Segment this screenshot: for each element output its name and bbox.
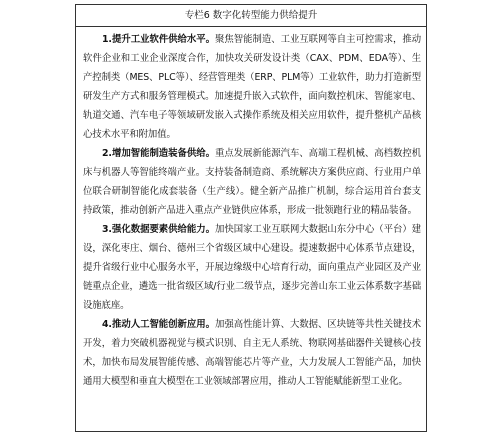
section-3-paragraph [83, 220, 421, 315]
section-1-lead: 1.提升工业软件供给水平。 [102, 34, 216, 45]
feature-box [75, 4, 427, 432]
section-2-body: 重点发展新能源汽车、高端工程机械、高档数控机床与机器人等智能终端产业。支持装备制造商、系统解决方案供应商、行业用户单位联合研制智能化成套装备（生产线）。健全新产品推广机制，综合运用首台套支持政策，推动创新产品进入重点产业链供应体系，形成一批领跑行业的精品装备。 [83, 148, 421, 216]
section-4-body: 加强高性能计算、大数据、区块链等共性关键技术开发，着力突破机器视觉与模式识别、自主无人系统、物联网基础器件关键核心技术，加快布局发展智能传感、高端智能芯片等产业，大力发展人工智能产品，加快通用大模型和垂直大模型在工业领域部署应用，推动人工智能赋能新型工业化。 [83, 319, 421, 387]
section-4-paragraph [83, 315, 421, 391]
box-title: 专栏6 数字化转型能力供给提升 [76, 5, 426, 27]
section-3-lead: 3.强化数据要素供给能力。 [102, 224, 216, 235]
section-1-paragraph [83, 30, 421, 144]
section-3-body: 加快国家工业互联网大数据山东分中心（平台）建设，深化枣庄、烟台、德州三个省级区域中心建设。提速数据中心体系节点建设，提升省级行业中心服务水平，开展边缘级中心培育行动，面向重点产业园区及产业链重点企业，遴选一批省级区域/行业二级节点，逐步完善山东工业云体系数字基础设施底座。 [83, 224, 421, 311]
section-2-lead: 2.增加智能制造装备供给。 [102, 148, 216, 159]
box-content [76, 27, 426, 391]
section-4-lead: 4.推动人工智能创新应用。 [102, 319, 216, 330]
section-1-body: 聚焦智能制造、工业互联网等自主可控需求，推动软件企业和工业企业深度合作，加快攻关研发设计类（CAX、PDM、EDA等）、生产控制类（MES、PLC等）、经营管理类（ERP、PLM等）工业软件，助力打造新型研发生产方式和服务管理模式。加速提升嵌入式软件，面向数控机床、智能家电、轨道交通、汽车电子等领域研发嵌入式操作系统及相关应用软件，提升整机产品核心技术水平和附加值。 [83, 34, 421, 140]
section-2-paragraph [83, 144, 421, 220]
